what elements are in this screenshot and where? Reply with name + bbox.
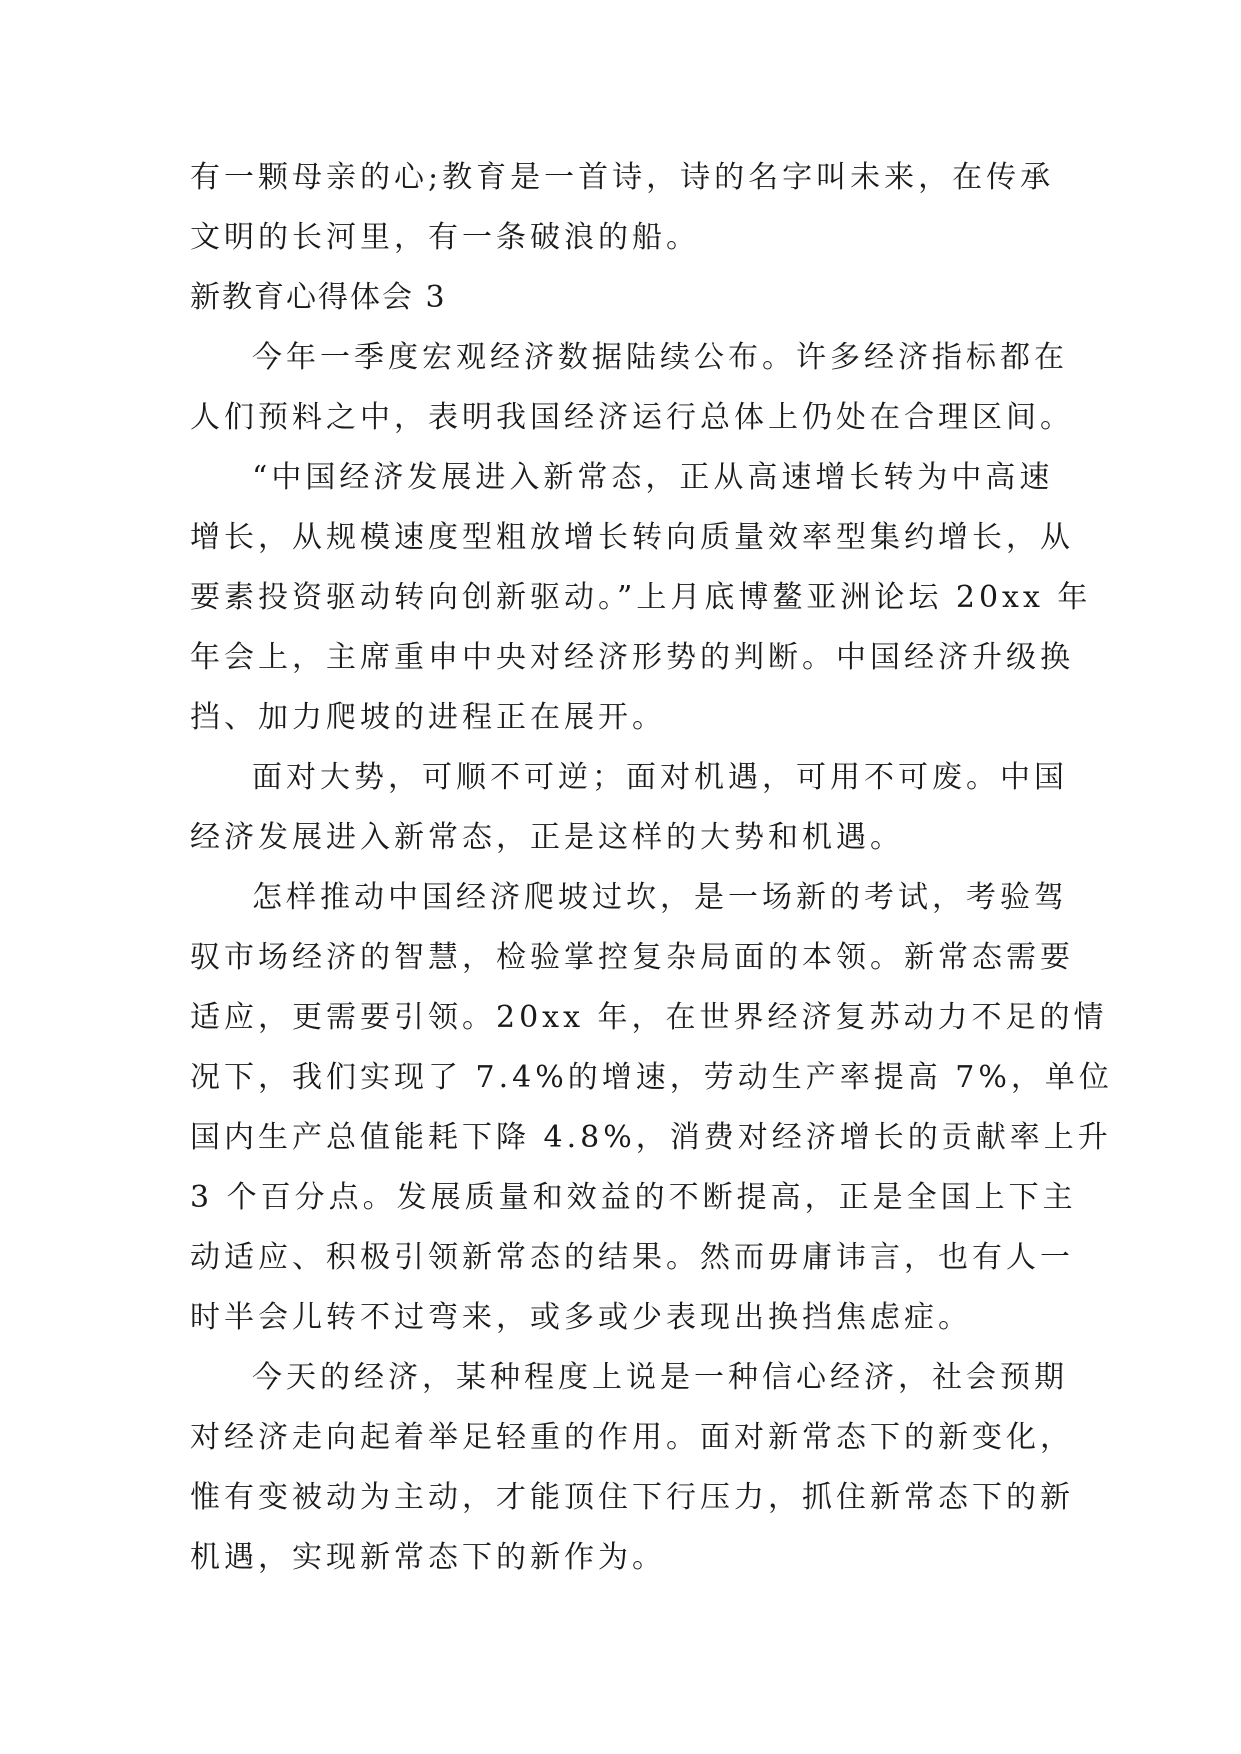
text-line: 惟有变被动为主动，才能顶住下行压力，抓住新常态下的新	[190, 1480, 1074, 1515]
text-line: 况下，我们实现了 7.4%的增速，劳动生产率提高 7%，单位	[190, 1060, 1113, 1095]
paragraph-first-line: “中国经济发展进入新常态，正从高速增长转为中高速	[252, 460, 1054, 495]
section-heading: 新教育心得体会 3	[190, 280, 447, 315]
text-line: 有一颗母亲的心;教育是一首诗，诗的名字叫未来，在传承	[190, 160, 1055, 195]
text-line: 国内生产总值能耗下降 4.8%，消费对经济增长的贡献率上升	[190, 1120, 1112, 1155]
paragraph-first-line: 今年一季度宏观经济数据陆续公布。许多经济指标都在	[252, 340, 1068, 375]
text-line: 驭市场经济的智慧，检验掌控复杂局面的本领。新常态需要	[190, 940, 1074, 975]
text-line: 挡、加力爬坡的进程正在展开。	[190, 700, 666, 735]
text-line: 适应，更需要引领。20xx 年，在世界经济复苏动力不足的情	[190, 1000, 1108, 1035]
text-line: 文明的长河里，有一条破浪的船。	[190, 220, 700, 255]
text-line: 经济发展进入新常态，正是这样的大势和机遇。	[190, 820, 904, 855]
text-line: 3 个百分点。发展质量和效益的不断提高，正是全国上下主	[190, 1180, 1077, 1215]
text-line: 机遇，实现新常态下的新作为。	[190, 1540, 666, 1575]
text-line: 时半会儿转不过弯来，或多或少表现出换挡焦虑症。	[190, 1300, 972, 1335]
text-line: 对经济走向起着举足轻重的作用。面对新常态下的新变化，	[190, 1420, 1074, 1455]
document-page	[190, 148, 1113, 1588]
text-line: 人们预料之中，表明我国经济运行总体上仍处在合理区间。	[190, 400, 1074, 435]
paragraph-first-line: 面对大势，可顺不可逆；面对机遇，可用不可废。中国	[252, 760, 1068, 795]
paragraph-first-line: 今天的经济，某种程度上说是一种信心经济，社会预期	[252, 1360, 1068, 1395]
text-line: 年会上，主席重申中央对经济形势的判断。中国经济升级换	[190, 640, 1074, 675]
text-line: 动适应、积极引领新常态的结果。然而毋庸讳言，也有人一	[190, 1240, 1074, 1275]
text-line: 增长，从规模速度型粗放增长转向质量效率型集约增长，从	[190, 520, 1074, 555]
text-line: 要素投资驱动转向创新驱动。”上月底博鳌亚洲论坛 20xx 年	[190, 580, 1092, 615]
paragraph-first-line: 怎样推动中国经济爬坡过坎，是一场新的考试，考验驾	[252, 880, 1068, 915]
